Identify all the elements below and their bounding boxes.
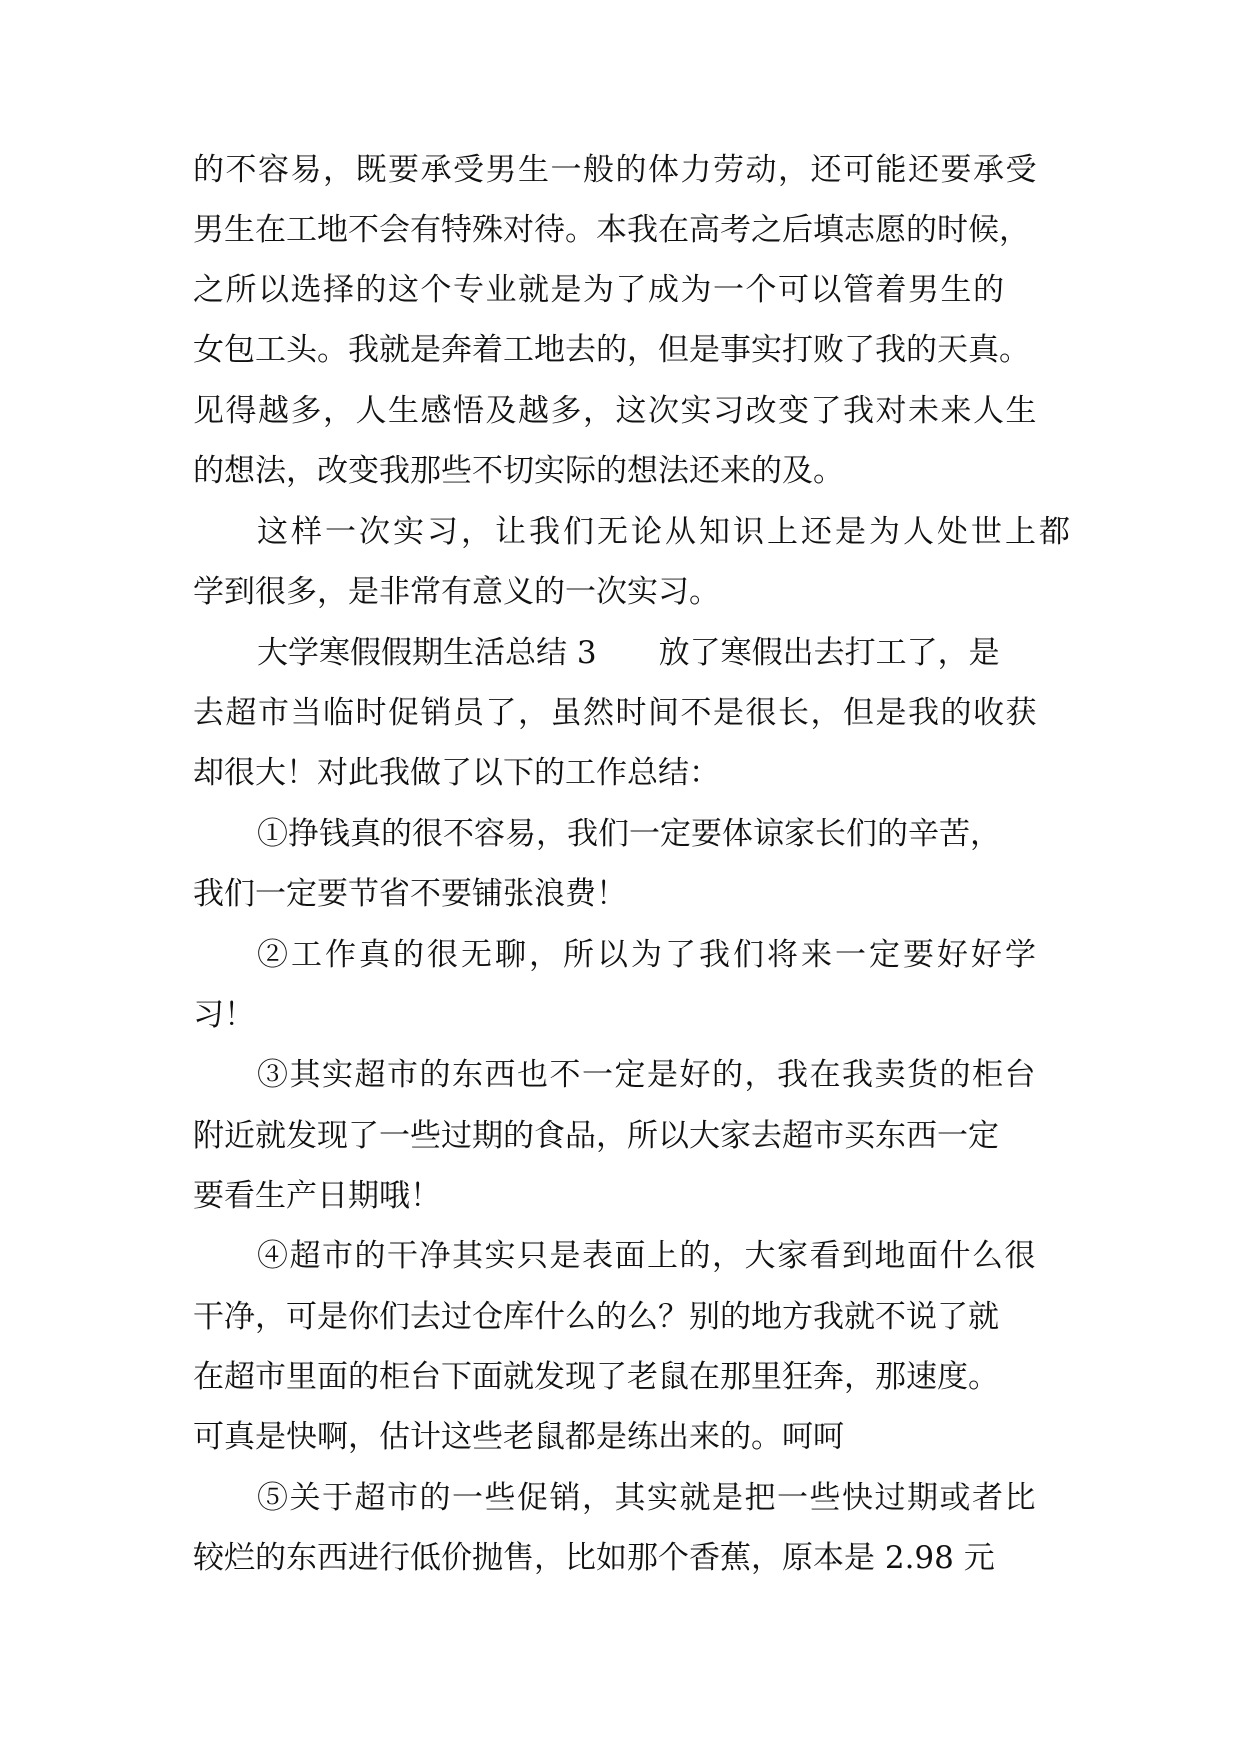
text-line: 去超市当临时促销员了，虽然时间不是很长，但是我的收获 xyxy=(193,695,1038,731)
text-line: 我们一定要节省不要铺张浪费！ xyxy=(193,876,627,912)
text-line: 女包工头。我就是奔着工地去的，但是事实打败了我的天真。 xyxy=(193,332,1030,368)
text-line: 较烂的东西进行低价抛售，比如那个香蕉，原本是 2.98 元 xyxy=(193,1540,995,1576)
list-item-2-line: ②工作真的很无聊，所以为了我们将来一定要好好学 xyxy=(257,937,1039,973)
text-line: 的不容易，既要承受男生一般的体力劳动，还可能还要承受 xyxy=(193,152,1038,188)
list-item-4-line: ④超市的干净其实只是表面上的，大家看到地面什么很 xyxy=(257,1238,1037,1274)
paragraph-first-line: 这样一次实习，让我们无论从知识上还是为人处世上都 xyxy=(257,514,1073,550)
text-line: 学到很多，是非常有意义的一次实习。 xyxy=(193,574,720,610)
text-line: 习！ xyxy=(193,997,255,1033)
text-line: 在超市里面的柜台下面就发现了老鼠在那里狂奔，那速度。 xyxy=(193,1359,999,1395)
text-line: 男生在工地不会有特殊对待。本我在高考之后填志愿的时候， xyxy=(193,212,1030,248)
text-line: 却很大！对此我做了以下的工作总结： xyxy=(193,755,720,791)
section-heading: 大学寒假假期生活总结 3 xyxy=(257,635,597,671)
text-line: 的想法，改变我那些不切实际的想法还来的及。 xyxy=(193,453,844,489)
list-item-3-line: ③其实超市的东西也不一定是好的，我在我卖货的柜台 xyxy=(257,1057,1037,1093)
list-item-5-line: ⑤关于超市的一些促销，其实就是把一些快过期或者比 xyxy=(257,1480,1037,1516)
list-item-1-line: ①挣钱真的很不容易，我们一定要体谅家长们的辛苦， xyxy=(257,816,1001,852)
text-line: 干净，可是你们去过仓库什么的么？别的地方我就不说了就 xyxy=(193,1299,999,1335)
text-line: 要看生产日期哦！ xyxy=(193,1178,441,1214)
text-line: 可真是快啊，估计这些老鼠都是练出来的。呵呵 xyxy=(193,1419,844,1455)
text-line: 附近就发现了一些过期的食品，所以大家去超市买东西一定 xyxy=(193,1118,999,1154)
text-line: 之所以选择的这个专业就是为了成为一个可以管着男生的 xyxy=(193,272,1006,308)
text-line: 见得越多，人生感悟及越多，这次实习改变了我对未来人生 xyxy=(193,393,1038,429)
heading-continuation-text: 放了寒假出去打工了，是 xyxy=(658,635,1000,671)
section-heading-line xyxy=(257,623,1157,683)
